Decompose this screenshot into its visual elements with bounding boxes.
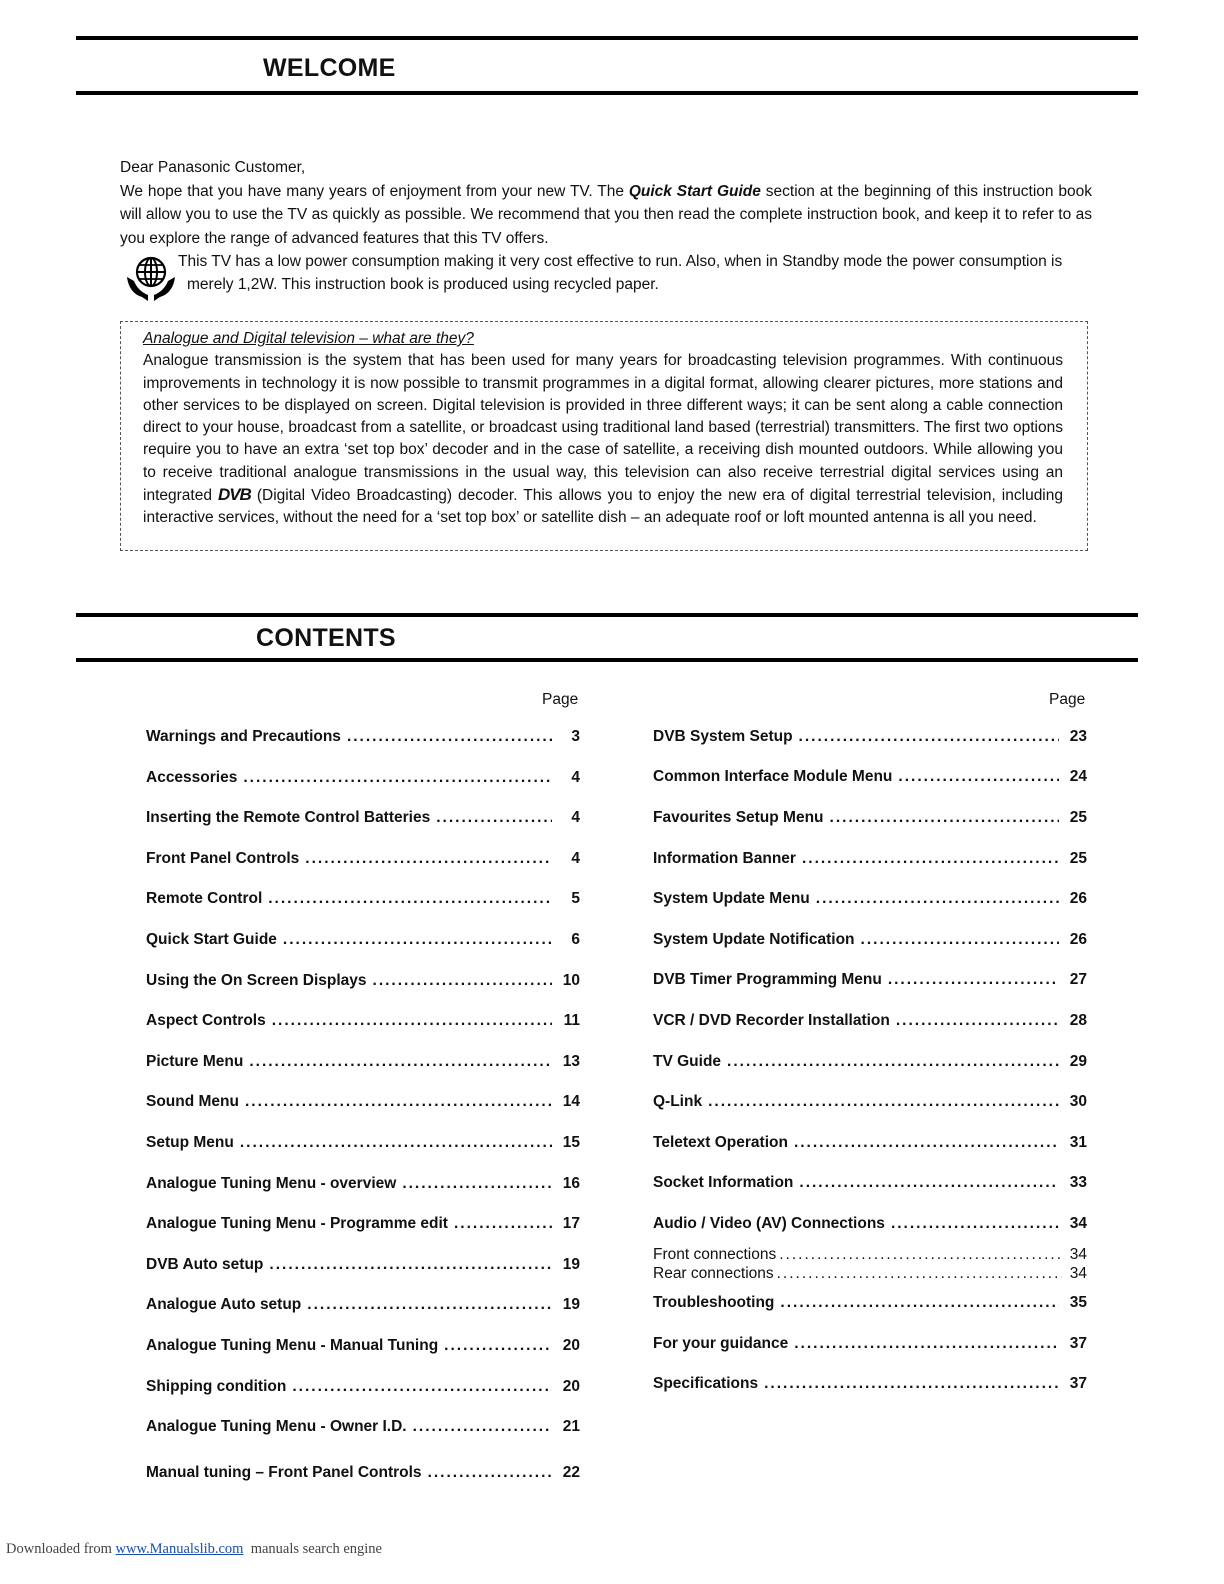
toc-entry-label: DVB System Setup [653,728,793,745]
toc-entry-label: DVB Timer Programming Menu [653,971,882,988]
quick-start-guide-ref: Quick Start Guide [628,182,761,200]
toc-entry-label: Using the On Screen Displays [146,971,367,989]
dot-leader [794,1335,1059,1353]
toc-entry-page: 25 [1069,850,1087,867]
toc-entry[interactable] [146,1093,580,1111]
dot-leader [764,1375,1059,1393]
toc-entry-page: 26 [1069,931,1087,948]
toc-entry-page: 3 [571,728,580,745]
toc-entry-page: 33 [1069,1174,1087,1191]
dot-leader [249,1053,552,1071]
toc-entry[interactable] [653,728,1087,746]
toc-entry-page: 34 [1069,1265,1087,1282]
toc-entry[interactable] [653,850,1087,868]
dot-leader [444,1337,552,1355]
dot-leader [240,1134,552,1152]
toc-entry[interactable] [146,1337,580,1355]
toc-entry[interactable] [146,1012,580,1030]
dot-leader [727,1053,1059,1071]
dot-leader [777,1265,1062,1283]
toc-entry-page: 31 [1069,1134,1087,1151]
contents-bottom-rule [76,658,1138,662]
dot-leader [891,1215,1059,1233]
toc-entry[interactable] [146,1134,580,1152]
globe-hands-icon [124,253,176,305]
toc-entry-label: Information Banner [653,850,796,867]
toc-entry-label: Teletext Operation [653,1134,788,1151]
toc-entry-page: 15 [562,1134,580,1151]
toc-entry[interactable] [653,890,1087,908]
dot-leader [799,1174,1059,1192]
footer-prefix: Downloaded from [6,1541,116,1557]
dot-leader [283,931,552,949]
toc-entry-page: 4 [571,768,580,786]
toc-entry[interactable] [146,931,580,949]
toc-entry[interactable] [146,1378,580,1396]
info-box-text [143,328,1063,530]
welcome-body [120,156,1092,250]
toc-entry[interactable] [146,809,580,827]
toc-entry-page: 19 [562,1255,580,1273]
toc-entry[interactable] [653,768,1087,786]
toc-entry-label: Quick Start Guide [146,931,277,948]
welcome-paragraph-text-2: section at the beginning of this instruction book will allow you to use the TV as quickly as possible. We recommend that you then read the complete instruction book, and keep it to refer to as you explore the range of advanced features that this TV offers. [120,182,1092,247]
toc-entry[interactable] [146,972,580,990]
contents-top-rule [76,613,1138,617]
dot-leader [413,1418,552,1436]
toc-entry-label: Accessories [146,768,238,786]
toc-entry[interactable] [653,1174,1087,1192]
toc-entry-page: 14 [562,1093,580,1111]
toc-entry-page: 37 [1069,1375,1087,1392]
toc-entry[interactable] [653,1215,1087,1233]
toc-entry[interactable] [653,1053,1087,1071]
toc-entry[interactable] [146,1418,580,1436]
toc-entry-page: 16 [562,1174,580,1192]
toc-entry[interactable] [653,1134,1087,1152]
toc-entry-page: 23 [1069,728,1087,745]
toc-entry-page: 35 [1069,1294,1087,1311]
toc-entry-label: For your guidance [653,1335,789,1352]
dot-leader [428,1464,552,1482]
toc-entry[interactable] [653,1246,1087,1264]
info-box-paragraph [143,350,1063,529]
dot-leader [708,1093,1059,1111]
toc-entry-label: Remote Control [146,890,263,908]
toc-entry-label: Aspect Controls [146,1012,266,1030]
dvb-logo: DVB [217,485,251,505]
dot-leader [305,850,552,868]
toc-entry-label: Analogue Auto setup [146,1296,302,1314]
toc-entry[interactable] [653,809,1087,827]
dot-leader [799,728,1059,746]
dot-leader [347,728,552,746]
toc-entry[interactable] [146,728,580,746]
toc-entry-label: Analogue Tuning Menu - Programme edit [146,1215,448,1233]
toc-entry-page: 5 [571,890,580,908]
toc-entry-label: Manual tuning – Front Panel Controls [146,1464,422,1481]
toc-entry-label: DVB Auto setup [146,1255,264,1273]
dot-leader [402,1175,552,1193]
toc-entry-page: 20 [562,1377,580,1395]
toc-entry-page: 25 [1069,809,1087,826]
toc-entry[interactable] [146,1464,580,1482]
toc-entry[interactable] [653,1335,1087,1353]
welcome-paragraph-text: We hope that you have many years of enjoyment from your new TV. The [120,182,629,200]
toc-entry-page: 19 [562,1296,580,1314]
dot-leader [268,890,552,908]
toc-entry-page: 37 [1069,1335,1087,1352]
welcome-title: WELCOME [263,54,396,82]
dot-leader [830,809,1059,827]
dot-leader [861,931,1059,949]
toc-entry[interactable] [146,1296,580,1314]
toc-entry-label: System Update Menu [653,890,810,907]
page-header-right: Page [1049,691,1086,708]
toc-entry-label: Shipping condition [146,1377,287,1395]
toc-entry-page: 17 [562,1215,580,1233]
toc-entry[interactable] [653,931,1087,949]
dot-leader [898,768,1059,786]
toc-entry-label: Warnings and Precautions [146,728,341,745]
toc-entry-page: 24 [1069,768,1087,785]
toc-entry-label: Audio / Video (AV) Connections [653,1215,885,1232]
welcome-bottom-rule [76,91,1138,95]
dot-leader [272,1012,552,1030]
toc-entry-label: VCR / DVD Recorder Installation [653,1012,890,1029]
toc-entry-label: Socket Information [653,1174,794,1191]
dot-leader [373,972,552,990]
toc-entry-label: Front connections [653,1246,777,1263]
toc-entry[interactable] [653,1375,1087,1393]
toc-entry-label: Picture Menu [146,1052,244,1070]
toc-entry-page: 10 [562,971,580,989]
toc-entry[interactable] [653,1093,1087,1111]
welcome-paragraph [120,180,1092,251]
toc-entry-page: 34 [1069,1215,1087,1232]
toc-entry-label: Analogue Tuning Menu - Owner I.D. [146,1418,407,1436]
toc-entry-label: Analogue Tuning Menu - overview [146,1174,397,1192]
contents-title: CONTENTS [256,624,396,652]
toc-entry-page: 29 [1069,1053,1087,1070]
dot-leader [454,1215,552,1233]
dot-leader [779,1246,1062,1264]
toc-entry-label: Common Interface Module Menu [653,768,893,785]
dot-leader [780,1294,1059,1312]
toc-entry-label: Favourites Setup Menu [653,809,824,826]
toc-entry-page: 11 [563,1012,580,1030]
toc-entry-page: 30 [1069,1093,1087,1110]
eco-line-1: This TV has a low power consumption making it very cost effective to run. Also, when in Standby mode the power consumption is [178,253,1063,270]
toc-entry-label: Inserting the Remote Control Batteries [146,809,431,827]
toc-entry[interactable] [146,1175,580,1193]
toc-entry-label: Troubleshooting [653,1294,775,1311]
dot-leader [269,1256,552,1274]
toc-entry[interactable] [146,1256,580,1274]
toc-entry[interactable] [653,1012,1087,1030]
footer-suffix: manuals search engine [243,1541,382,1557]
toc-entry[interactable] [146,1215,580,1233]
dot-leader [888,971,1059,989]
toc-entry[interactable] [653,1294,1087,1312]
toc-entry-label: Q-Link [653,1093,703,1110]
toc-entry[interactable] [146,850,580,868]
toc-entry-page: 6 [571,931,580,948]
toc-entry-page: 4 [571,849,580,867]
toc-entry-page: 27 [1069,971,1087,988]
welcome-top-rule [76,36,1138,40]
toc-entry-page: 13 [562,1052,580,1070]
page-header-left: Page [542,691,579,708]
toc-entry[interactable] [146,890,580,908]
toc-entry-label: TV Guide [653,1053,722,1070]
toc-entry[interactable] [146,769,580,787]
dot-leader [794,1134,1059,1152]
dot-leader [307,1296,552,1314]
footer [6,1541,382,1558]
toc-entry[interactable] [653,1265,1087,1283]
toc-entry[interactable] [146,1053,580,1071]
toc-entry-page: 28 [1069,1012,1087,1029]
dot-leader [436,809,552,827]
toc-entry-label: Front Panel Controls [146,849,300,867]
toc-entry-label: Analogue Tuning Menu - Manual Tuning [146,1337,439,1354]
manualslib-link[interactable]: www.Manualslib.com [115,1541,244,1557]
dot-leader [292,1378,552,1396]
toc-entry-page: 4 [571,809,580,827]
dot-leader [896,1012,1059,1030]
toc-entry-page: 22 [562,1464,580,1481]
dot-leader [243,769,552,787]
dot-leader [816,890,1059,908]
toc-entry-page: 20 [562,1337,580,1354]
info-box-heading: Analogue and Digital television – what are they? [143,330,474,347]
toc-entry-page: 21 [562,1418,580,1436]
toc-entry-label: Rear connections [653,1265,774,1282]
toc-entry-page: 34 [1069,1246,1087,1263]
dot-leader [245,1093,552,1111]
toc-entry-label: Setup Menu [146,1134,234,1151]
info-box-text-a: Analogue transmission is the system that has been used for many years for broadcasting television programmes. With continuous improvements in technology it is now possible to transmit programmes in a digital format, allowing clearer pictures, more stations and other services to be displayed on screen. Digital television is provided in three different ways; it can be sent along a cable connection direct to your house, broadcast from a satellite, or broadcast using traditional land based (terrestrial) transmitters. The first two options require you to have an extra ‘set top box’ decoder and in the case of satellite, a receiving dish mounted outdoors. While allowing you to receive traditional analogue transmissions in the usual way, this television can also receive terrestrial digital services using an integrated [143,352,1063,505]
greeting: Dear Panasonic Customer, [120,159,306,176]
toc-entry[interactable] [653,971,1087,989]
toc-entry-label: Sound Menu [146,1093,239,1111]
eco-line-2: merely 1,2W. This instruction book is produced using recycled paper. [187,276,659,293]
dot-leader [802,850,1059,868]
toc-entry-label: Specifications [653,1375,759,1392]
info-box-text-b: (Digital Video Broadcasting) decoder. This allows you to enjoy the new era of digital terrestrial television, including interactive services, without the need for a ‘set top box’ or satellite dish – an adequate roof or loft mounted antenna is all you need. [143,487,1063,527]
toc-entry-page: 26 [1069,890,1087,907]
toc-entry-label: System Update Notification [653,931,855,948]
